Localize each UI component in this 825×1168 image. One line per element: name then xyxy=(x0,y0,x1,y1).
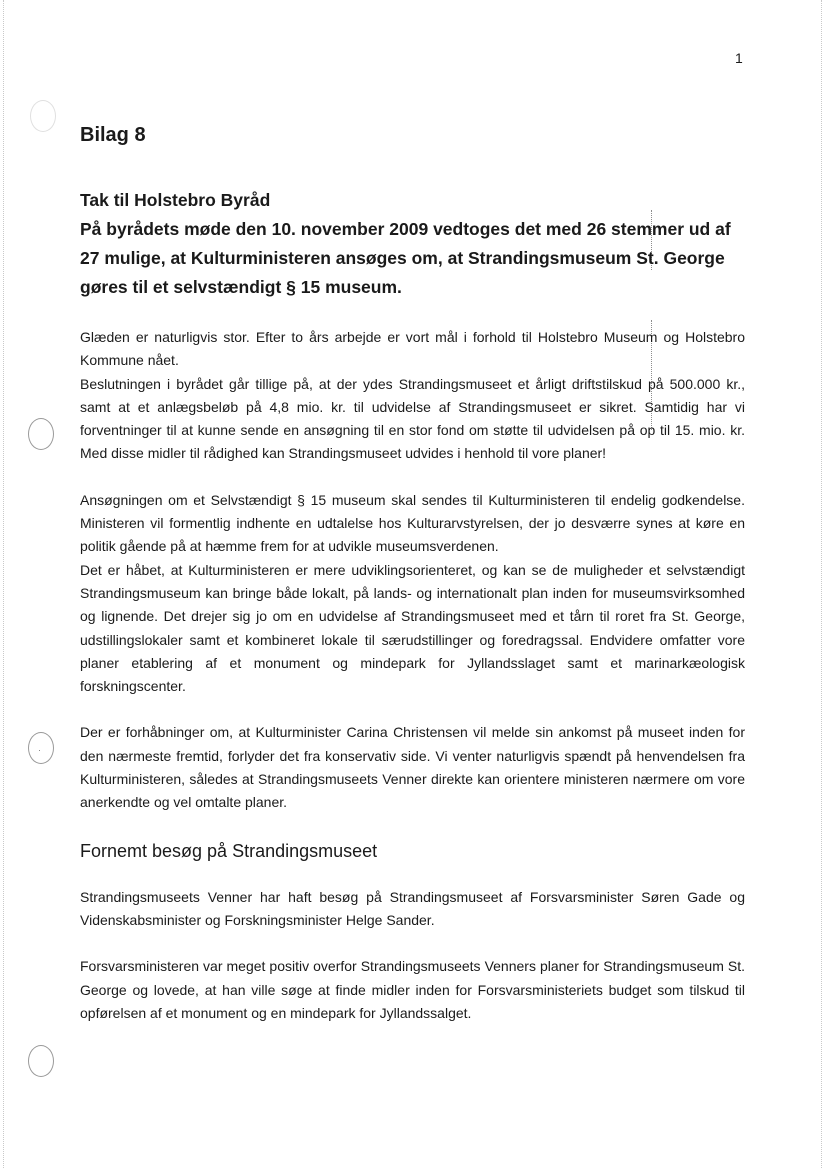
section-heading: Fornemt besøg på Strandingsmuseet xyxy=(80,840,378,861)
paragraph: Beslutningen i byrådet går tillige på, at der ydes Strandingsmuseet et årligt driftstilskud på 500.000 kr., samt at et anlægsbeløb på 4,8 mio. kr. til udvidelse af Strandingsmuseet er sikret. Samtidig har vi forventninger til at kunne sende en ansøgning til en stor fond om støtte til udvidelsen på op til 15. mio. kr. Med disse midler til rådighed kan Strandingsmuseet udvides i henhold til vore planer! xyxy=(80,375,745,462)
scan-edge-right xyxy=(821,0,822,1168)
headline xyxy=(80,186,745,302)
document-body xyxy=(80,122,745,1048)
headline-subtitle: På byrådets møde den 10. november 2009 vedtoges det med 26 stemmer ud af 27 mulige, at Kulturministeren ansøges om, at Strandingsmuseum St. George gøres til et selvstændigt § 15 museum. xyxy=(80,219,731,297)
scan-edge-left xyxy=(3,0,4,1168)
punch-hole-mark xyxy=(30,100,56,132)
headline-title: Tak til Holstebro Byråd xyxy=(80,190,271,210)
appendix-title: Bilag 8 xyxy=(80,124,146,146)
page-number: 1 xyxy=(735,50,743,66)
paragraph: Ansøgningen om et Selvstændigt § 15 museum skal sendes til Kulturministeren til endelig godkendelse. Ministeren vil formentlig indhente en udtalelse hos Kulturarvstyrelsen, der jo desværre synes at køre en politik gående på at hæmme frem for at udvikle museumsverdenen. xyxy=(80,491,745,555)
paragraph: Strandingsmuseets Venner har haft besøg på Strandingsmuseet af Forsvarsminister Søren Gade og Videnskabsminister og Forskningsminister Helge Sander. xyxy=(80,888,745,928)
paragraph: Det er håbet, at Kulturministeren er mere udviklingsorienteret, og kan se de muligheder et selvstændigt Strandingsmuseum kan bringe både lokalt, på lands- og internationalt plan inden for museumsvirksomhed og lignende. Det drejer sig jo om en udvidelse af Strandingsmuseet med et tårn til roret fra St. George, udstillingslokaler samt et kombineret lokale til særudstillinger og foredragssal. Endvidere omfatter vore planer etablering af et monument og mindepark for Jyllandsslaget samt et marinarkæologisk forskningscenter. xyxy=(80,561,745,695)
paragraph: Der er forhåbninger om, at Kulturminister Carina Christensen vil melde sin ankomst på museet inden for den nærmeste fremtid, forlyder det fra konservativ side. Vi venter naturligvis spændt på henvendelsen fra Kulturministeren, således at Strandingsmuseets Venner direkte kan orientere ministeren nærmere om vore anerkendte og vel omtalte planer. xyxy=(80,724,745,811)
punch-hole-mark xyxy=(28,418,54,450)
punch-hole-mark xyxy=(28,1045,54,1077)
paragraph: Forsvarsministeren var meget positiv overfor Strandingsmuseets Venners planer for Strandingsmuseum St. George og lovede, at han ville søge at finde midler inden for Forsvarsministeriets budget som tilskud til opførelsen af et monument og en mindepark for Jyllandssalget. xyxy=(80,958,745,1021)
punch-hole-mark: · xyxy=(28,732,54,764)
paragraph: Glæden er naturligvis stor. Efter to års arbejde er vort mål i forhold til Holstebro Museum og Holstebro Kommune nået. xyxy=(80,329,745,369)
